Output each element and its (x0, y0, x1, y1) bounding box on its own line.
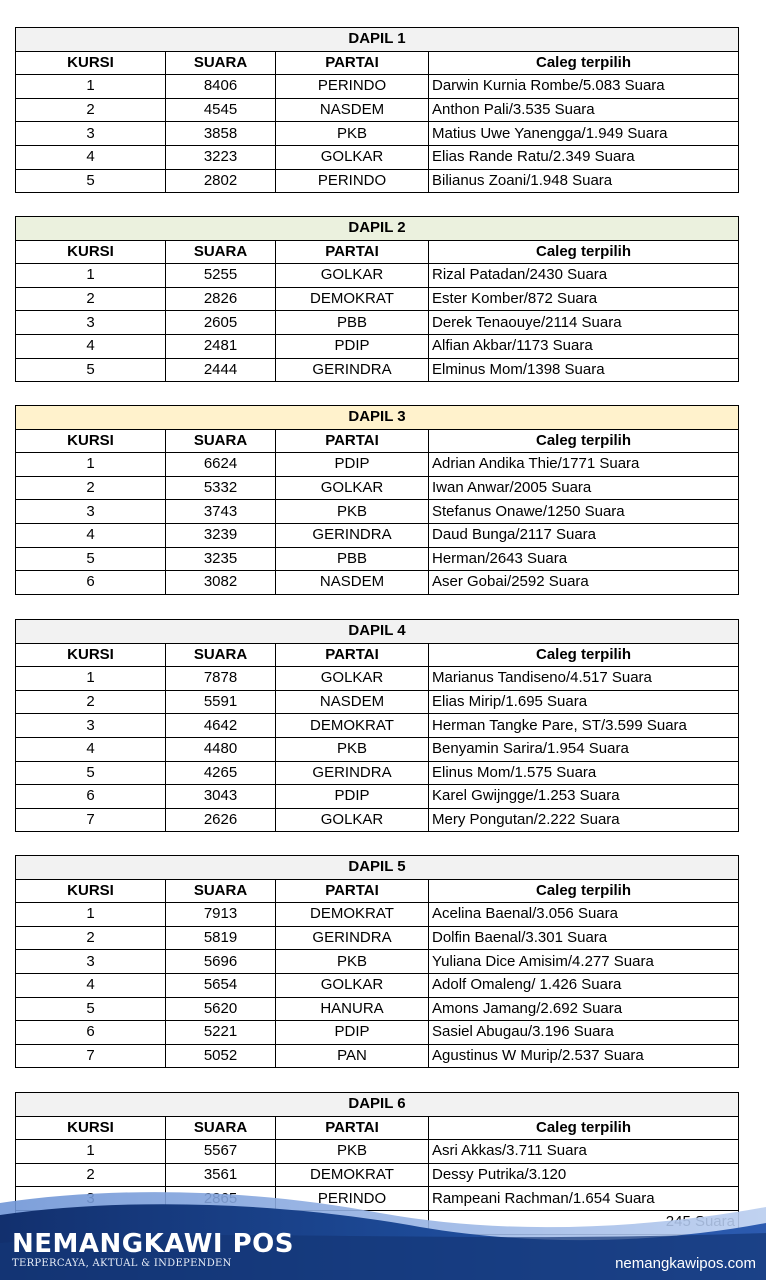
caleg-cell: Agustinus W Murip/2.537 Suara (429, 1044, 739, 1068)
table-row (16, 903, 739, 927)
partai-cell: PDIP (276, 334, 429, 358)
kursi-cell: 3 (16, 950, 166, 974)
partai-cell: PERINDO (276, 75, 429, 99)
caleg-cell: Sasiel Abugau/3.196 Suara (429, 1021, 739, 1045)
partai-cell: PKB (276, 1140, 429, 1164)
suara-cell: 5221 (166, 1021, 276, 1045)
kursi-cell: 3 (16, 311, 166, 335)
suara-cell: 7878 (166, 667, 276, 691)
partai-header: PARTAI (276, 51, 429, 75)
caleg-cell: Marianus Tandiseno/4.517 Suara (429, 667, 739, 691)
partai-cell: PDIP (276, 1021, 429, 1045)
table-row (16, 1044, 739, 1068)
partai-cell: HANURA (276, 997, 429, 1021)
kursi-header: KURSI (16, 51, 166, 75)
suara-cell: 2605 (166, 311, 276, 335)
suara-cell: 3858 (166, 122, 276, 146)
suara-cell: 5591 (166, 690, 276, 714)
table-row (16, 453, 739, 477)
table-row (16, 997, 739, 1021)
table-row (16, 476, 739, 500)
suara-cell: 4265 (166, 761, 276, 785)
partai-header: PARTAI (276, 240, 429, 264)
caleg-header: Caleg terpilih (429, 643, 739, 667)
partai-cell: GOLKAR (276, 264, 429, 288)
header-row (16, 1116, 739, 1140)
caleg-cell: Stefanus Onawe/1250 Suara (429, 500, 739, 524)
kursi-header: KURSI (16, 429, 166, 453)
partai-cell: PDIP (276, 453, 429, 477)
partai-cell: PKB (276, 950, 429, 974)
dapil-2-table (15, 216, 739, 382)
kursi-cell: 2 (16, 98, 166, 122)
dapil-title: DAPIL 5 (16, 856, 739, 880)
partai-cell: DEMOKRAT (276, 714, 429, 738)
partai-cell: PKB (276, 737, 429, 761)
caleg-cell: Herman/2643 Suara (429, 547, 739, 571)
caleg-cell: Mery Pongutan/2.222 Suara (429, 808, 739, 832)
table-row (16, 122, 739, 146)
suara-cell: 3082 (166, 571, 276, 595)
header-row (16, 879, 739, 903)
partai-cell: GOLKAR (276, 667, 429, 691)
kursi-cell: 6 (16, 785, 166, 809)
table-row (16, 145, 739, 169)
suara-cell: 7913 (166, 903, 276, 927)
kursi-cell: 4 (16, 523, 166, 547)
table-row (16, 737, 739, 761)
caleg-cell: Yuliana Dice Amisim/4.277 Suara (429, 950, 739, 974)
kursi-header: KURSI (16, 879, 166, 903)
partai-cell: DEMOKRAT (276, 903, 429, 927)
header-row (16, 643, 739, 667)
table-row (16, 973, 739, 997)
suara-cell: 3235 (166, 547, 276, 571)
partai-cell: PKB (276, 122, 429, 146)
kursi-cell: 3 (16, 500, 166, 524)
partai-cell: NASDEM (276, 571, 429, 595)
partai-cell: PAN (276, 1044, 429, 1068)
caleg-cell: Daud Bunga/2117 Suara (429, 523, 739, 547)
caleg-cell: Herman Tangke Pare, ST/3.599 Suara (429, 714, 739, 738)
dapil-4-table (15, 619, 739, 832)
dapil-title-row (16, 406, 739, 430)
partai-cell: GOLKAR (276, 973, 429, 997)
suara-header: SUARA (166, 240, 276, 264)
caleg-cell: Ester Komber/872 Suara (429, 287, 739, 311)
suara-header: SUARA (166, 51, 276, 75)
table-row (16, 169, 739, 193)
dapil-title: DAPIL 3 (16, 406, 739, 430)
table-row (16, 98, 739, 122)
table-row (16, 1140, 739, 1164)
partai-cell: PDIP (276, 785, 429, 809)
caleg-header: Caleg terpilih (429, 1116, 739, 1140)
suara-cell: 2802 (166, 169, 276, 193)
caleg-cell: Derek Tenaouye/2114 Suara (429, 311, 739, 335)
table-row (16, 75, 739, 99)
partai-cell: PKB (276, 500, 429, 524)
kursi-cell: 4 (16, 973, 166, 997)
suara-cell: 5052 (166, 1044, 276, 1068)
suara-cell: 6624 (166, 453, 276, 477)
suara-header: SUARA (166, 429, 276, 453)
dapil-title-row (16, 856, 739, 880)
suara-cell: 4480 (166, 737, 276, 761)
dapil-title: DAPIL 4 (16, 620, 739, 644)
kursi-cell: 7 (16, 1044, 166, 1068)
kursi-cell: 4 (16, 145, 166, 169)
partai-cell: GOLKAR (276, 476, 429, 500)
kursi-cell: 1 (16, 75, 166, 99)
kursi-header: KURSI (16, 643, 166, 667)
caleg-cell: Anthon Pali/3.535 Suara (429, 98, 739, 122)
header-row (16, 240, 739, 264)
caleg-cell: Alfian Akbar/1173 Suara (429, 334, 739, 358)
dapil-1-table (15, 27, 739, 193)
suara-cell: 5696 (166, 950, 276, 974)
caleg-header: Caleg terpilih (429, 240, 739, 264)
caleg-cell: Elias Rande Ratu/2.349 Suara (429, 145, 739, 169)
suara-cell: 4642 (166, 714, 276, 738)
partai-cell: NASDEM (276, 690, 429, 714)
kursi-cell: 5 (16, 358, 166, 382)
caleg-cell: Acelina Baenal/3.056 Suara (429, 903, 739, 927)
partai-cell: GERINDRA (276, 761, 429, 785)
table-row (16, 950, 739, 974)
kursi-header: KURSI (16, 1116, 166, 1140)
dapil-title: DAPIL 1 (16, 28, 739, 52)
partai-cell: GOLKAR (276, 145, 429, 169)
kursi-cell: 2 (16, 690, 166, 714)
suara-cell: 5654 (166, 973, 276, 997)
table-row (16, 667, 739, 691)
suara-cell: 8406 (166, 75, 276, 99)
header-row (16, 429, 739, 453)
suara-cell: 3561 (166, 1163, 276, 1187)
partai-header: PARTAI (276, 429, 429, 453)
kursi-cell: 3 (16, 122, 166, 146)
caleg-header: Caleg terpilih (429, 879, 739, 903)
table-row (16, 287, 739, 311)
suara-cell: 5567 (166, 1140, 276, 1164)
dapil-title-row (16, 620, 739, 644)
dapil-title-row (16, 217, 739, 241)
kursi-cell: 2 (16, 1163, 166, 1187)
suara-header: SUARA (166, 1116, 276, 1140)
caleg-cell: Dessy Putrika/3.120 (429, 1163, 739, 1187)
caleg-cell: Aser Gobai/2592 Suara (429, 571, 739, 595)
caleg-cell: Iwan Anwar/2005 Suara (429, 476, 739, 500)
kursi-cell: 5 (16, 997, 166, 1021)
kursi-cell: 2 (16, 926, 166, 950)
kursi-cell: 1 (16, 264, 166, 288)
partai-cell: PBB (276, 311, 429, 335)
caleg-cell: Elinus Mom/1.575 Suara (429, 761, 739, 785)
partai-header: PARTAI (276, 643, 429, 667)
suara-cell: 2444 (166, 358, 276, 382)
suara-header: SUARA (166, 643, 276, 667)
caleg-cell: Adrian Andika Thie/1771 Suara (429, 453, 739, 477)
partai-header: PARTAI (276, 879, 429, 903)
dapil-5-table (15, 855, 739, 1068)
kursi-cell: 6 (16, 571, 166, 595)
caleg-cell: Bilianus Zoani/1.948 Suara (429, 169, 739, 193)
caleg-cell: Karel Gwijngge/1.253 Suara (429, 785, 739, 809)
kursi-cell: 2 (16, 287, 166, 311)
suara-cell: 3239 (166, 523, 276, 547)
caleg-cell: Amons Jamang/2.692 Suara (429, 997, 739, 1021)
table-row (16, 358, 739, 382)
caleg-cell: Rampeani Rachman/1.654 Suara (429, 1187, 739, 1211)
dapil-title-row (16, 1093, 739, 1117)
partai-cell: NASDEM (276, 98, 429, 122)
partai-cell: DEMOKRAT (276, 287, 429, 311)
table-row (16, 334, 739, 358)
table-row (16, 1163, 739, 1187)
suara-cell: 5332 (166, 476, 276, 500)
partai-cell: DEMOKRAT (276, 1163, 429, 1187)
table-row (16, 926, 739, 950)
partai-cell: PERINDO (276, 1187, 429, 1211)
table-row (16, 808, 739, 832)
kursi-cell: 1 (16, 1140, 166, 1164)
caleg-cell: Adolf Omaleng/ 1.426 Suara (429, 973, 739, 997)
table-row (16, 1021, 739, 1045)
kursi-cell: 6 (16, 1021, 166, 1045)
partai-cell: PBB (276, 547, 429, 571)
caleg-cell: Rizal Patadan/2430 Suara (429, 264, 739, 288)
partai-cell: GERINDRA (276, 926, 429, 950)
suara-cell: 2626 (166, 808, 276, 832)
suara-cell: 5819 (166, 926, 276, 950)
table-row (16, 714, 739, 738)
caleg-header: Caleg terpilih (429, 429, 739, 453)
table-row (16, 500, 739, 524)
table-row (16, 523, 739, 547)
caleg-cell: Asri Akkas/3.711 Suara (429, 1140, 739, 1164)
table-row (16, 311, 739, 335)
kursi-cell: 4 (16, 737, 166, 761)
partai-cell: GERINDRA (276, 523, 429, 547)
kursi-cell: 1 (16, 667, 166, 691)
caleg-cell: Matius Uwe Yanengga/1.949 Suara (429, 122, 739, 146)
site-url[interactable]: nemangkawipos.com (615, 1255, 756, 1272)
suara-cell: 3743 (166, 500, 276, 524)
table-row (16, 571, 739, 595)
kursi-cell: 4 (16, 334, 166, 358)
dapil-title: DAPIL 6 (16, 1093, 739, 1117)
caleg-cell: Dolfin Baenal/3.301 Suara (429, 926, 739, 950)
caleg-cell: Darwin Kurnia Rombe/5.083 Suara (429, 75, 739, 99)
table-row (16, 547, 739, 571)
kursi-header: KURSI (16, 240, 166, 264)
brand-tagline: TERPERCAYA, AKTUAL & INDEPENDEN (12, 1258, 232, 1269)
suara-cell: 5620 (166, 997, 276, 1021)
table-row (16, 690, 739, 714)
kursi-cell: 1 (16, 903, 166, 927)
suara-cell: 3223 (166, 145, 276, 169)
caleg-cell: Elias Mirip/1.695 Suara (429, 690, 739, 714)
kursi-cell: 1 (16, 453, 166, 477)
kursi-cell: 2 (16, 476, 166, 500)
partai-cell: PERINDO (276, 169, 429, 193)
kursi-cell: 7 (16, 808, 166, 832)
table-row (16, 264, 739, 288)
caleg-cell: Benyamin Sarira/1.954 Suara (429, 737, 739, 761)
suara-cell: 2481 (166, 334, 276, 358)
table-row (16, 785, 739, 809)
partai-header: PARTAI (276, 1116, 429, 1140)
partai-cell: GERINDRA (276, 358, 429, 382)
suara-header: SUARA (166, 879, 276, 903)
dapil-title-row (16, 28, 739, 52)
caleg-header: Caleg terpilih (429, 51, 739, 75)
table-row (16, 761, 739, 785)
suara-cell: 5255 (166, 264, 276, 288)
kursi-cell: 5 (16, 169, 166, 193)
header-row (16, 51, 739, 75)
caleg-cell: Elminus Mom/1398 Suara (429, 358, 739, 382)
partai-cell: GOLKAR (276, 808, 429, 832)
kursi-cell: 5 (16, 761, 166, 785)
dapil-title: DAPIL 2 (16, 217, 739, 241)
dapil-3-table (15, 405, 739, 595)
kursi-cell: 5 (16, 547, 166, 571)
kursi-cell: 3 (16, 714, 166, 738)
brand-logo-text: NEMANGKAWI POS (12, 1229, 295, 1259)
suara-cell: 4545 (166, 98, 276, 122)
suara-cell: 2826 (166, 287, 276, 311)
suara-cell: 3043 (166, 785, 276, 809)
